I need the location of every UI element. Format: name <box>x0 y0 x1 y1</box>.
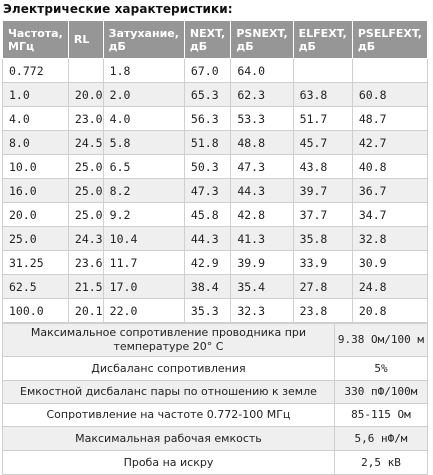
table-cell: 35.3 <box>184 299 230 323</box>
table-cell: 20.0 <box>68 83 103 107</box>
table-cell: 63.8 <box>293 83 352 107</box>
table-cell: 20.0 <box>3 203 69 227</box>
table-cell: 0.772 <box>3 59 69 83</box>
column-header-frequency: Частота, МГц <box>3 21 69 59</box>
table-cell: 42.8 <box>231 203 293 227</box>
column-header-elfext: ELFEXT, дБ <box>293 21 352 59</box>
table-cell: 45.7 <box>293 131 352 155</box>
table-cell <box>352 59 427 83</box>
property-label: Емкостной дисбаланс пары по отношению к земле <box>3 381 335 404</box>
table-cell: 56.3 <box>184 107 230 131</box>
table-row <box>3 275 428 299</box>
table-cell: 25.0 <box>68 155 103 179</box>
table-row <box>3 299 428 323</box>
section-title: Электрические характеристики: <box>3 2 233 16</box>
property-label: Максимальная рабочая емкость <box>3 427 335 451</box>
table-cell: 42.7 <box>352 131 427 155</box>
table-cell: 35.8 <box>293 227 352 251</box>
table-cell <box>293 59 352 83</box>
property-row <box>3 404 428 427</box>
table-cell: 21.5 <box>68 275 103 299</box>
table-cell: 36.7 <box>352 179 427 203</box>
table-cell: 27.8 <box>293 275 352 299</box>
table-row <box>3 179 428 203</box>
table-row <box>3 107 428 131</box>
table-cell: 37.7 <box>293 203 352 227</box>
table-cell: 4.0 <box>3 107 69 131</box>
table-cell: 4.0 <box>103 107 184 131</box>
table-cell: 48.7 <box>352 107 427 131</box>
table-cell: 32.8 <box>352 227 427 251</box>
table-cell: 11.7 <box>103 251 184 275</box>
table-cell: 1.0 <box>3 83 69 107</box>
column-header-next: NEXT, дБ <box>184 21 230 59</box>
property-row <box>3 427 428 451</box>
property-value: 9.38 Ом/100 м <box>334 324 427 357</box>
table-cell: 31.25 <box>3 251 69 275</box>
table-cell: 23.8 <box>293 299 352 323</box>
table-cell: 2.0 <box>103 83 184 107</box>
table-cell: 20.1 <box>68 299 103 323</box>
table-cell: 1.8 <box>103 59 184 83</box>
property-row <box>3 381 428 404</box>
property-label: Максимальное сопротивление проводника при температуре 20° С <box>3 324 335 357</box>
table-row <box>3 155 428 179</box>
table-cell: 6.5 <box>103 155 184 179</box>
table-cell: 35.4 <box>231 275 293 299</box>
table-cell: 51.7 <box>293 107 352 131</box>
column-header-pselfext: PSELFEXT, дБ <box>352 21 427 59</box>
property-row <box>3 324 428 357</box>
column-header-attenuation: Затухание, дБ <box>103 21 184 59</box>
table-cell: 41.3 <box>231 227 293 251</box>
table-cell: 51.8 <box>184 131 230 155</box>
property-value: 85-115 Ом <box>334 404 427 427</box>
table-cell: 44.3 <box>184 227 230 251</box>
table-cell: 34.7 <box>352 203 427 227</box>
table-cell: 23.0 <box>68 107 103 131</box>
property-label: Дисбаланс сопротивления <box>3 357 335 381</box>
table-cell: 10.4 <box>103 227 184 251</box>
property-value: 5,6 нФ/м <box>334 427 427 451</box>
table-row <box>3 251 428 275</box>
property-value: 5% <box>334 357 427 381</box>
table-cell: 24.8 <box>352 275 427 299</box>
table-cell: 47.3 <box>184 179 230 203</box>
table-row <box>3 83 428 107</box>
table-cell: 24.3 <box>68 227 103 251</box>
column-header-psnext: PSNEXT, дБ <box>231 21 293 59</box>
table-cell: 20.8 <box>352 299 427 323</box>
table-cell: 10.0 <box>3 155 69 179</box>
table-cell: 33.9 <box>293 251 352 275</box>
table-cell: 25.0 <box>3 227 69 251</box>
property-label: Проба на искру <box>3 451 335 475</box>
table-cell: 39.9 <box>231 251 293 275</box>
table-cell: 25.0 <box>68 179 103 203</box>
table-cell: 47.3 <box>231 155 293 179</box>
property-row <box>3 451 428 475</box>
table-cell: 43.8 <box>293 155 352 179</box>
table-cell: 62.3 <box>231 83 293 107</box>
table-row <box>3 227 428 251</box>
column-header-rl: RL <box>68 21 103 59</box>
property-value: 330 пФ/100м <box>334 381 427 404</box>
table-cell: 24.5 <box>68 131 103 155</box>
table-cell: 22.0 <box>103 299 184 323</box>
table-cell: 45.8 <box>184 203 230 227</box>
table-cell: 9.2 <box>103 203 184 227</box>
table-cell: 100.0 <box>3 299 69 323</box>
table-row <box>3 203 428 227</box>
table-cell: 42.9 <box>184 251 230 275</box>
table-row <box>3 59 428 83</box>
property-value: 2,5 кВ <box>334 451 427 475</box>
table-cell: 30.9 <box>352 251 427 275</box>
table-cell: 8.0 <box>3 131 69 155</box>
table-cell <box>68 59 103 83</box>
table-cell: 8.2 <box>103 179 184 203</box>
table-cell: 23.6 <box>68 251 103 275</box>
table-cell: 48.8 <box>231 131 293 155</box>
table-cell: 67.0 <box>184 59 230 83</box>
table-cell: 32.3 <box>231 299 293 323</box>
table-cell: 64.0 <box>231 59 293 83</box>
table-cell: 25.0 <box>68 203 103 227</box>
table-cell: 50.3 <box>184 155 230 179</box>
table-cell: 16.0 <box>3 179 69 203</box>
property-row <box>3 357 428 381</box>
electrical-specs-table <box>2 20 428 323</box>
table-cell: 53.3 <box>231 107 293 131</box>
properties-table <box>2 323 428 475</box>
table-cell: 38.4 <box>184 275 230 299</box>
table-cell: 40.8 <box>352 155 427 179</box>
table-cell: 44.3 <box>231 179 293 203</box>
table-cell: 65.3 <box>184 83 230 107</box>
table-header-row <box>3 21 428 59</box>
table-cell: 62.5 <box>3 275 69 299</box>
table-cell: 17.0 <box>103 275 184 299</box>
table-cell: 60.8 <box>352 83 427 107</box>
table-cell: 5.8 <box>103 131 184 155</box>
table-cell: 39.7 <box>293 179 352 203</box>
property-label: Сопротивление на частоте 0.772-100 МГц <box>3 404 335 427</box>
table-row <box>3 131 428 155</box>
